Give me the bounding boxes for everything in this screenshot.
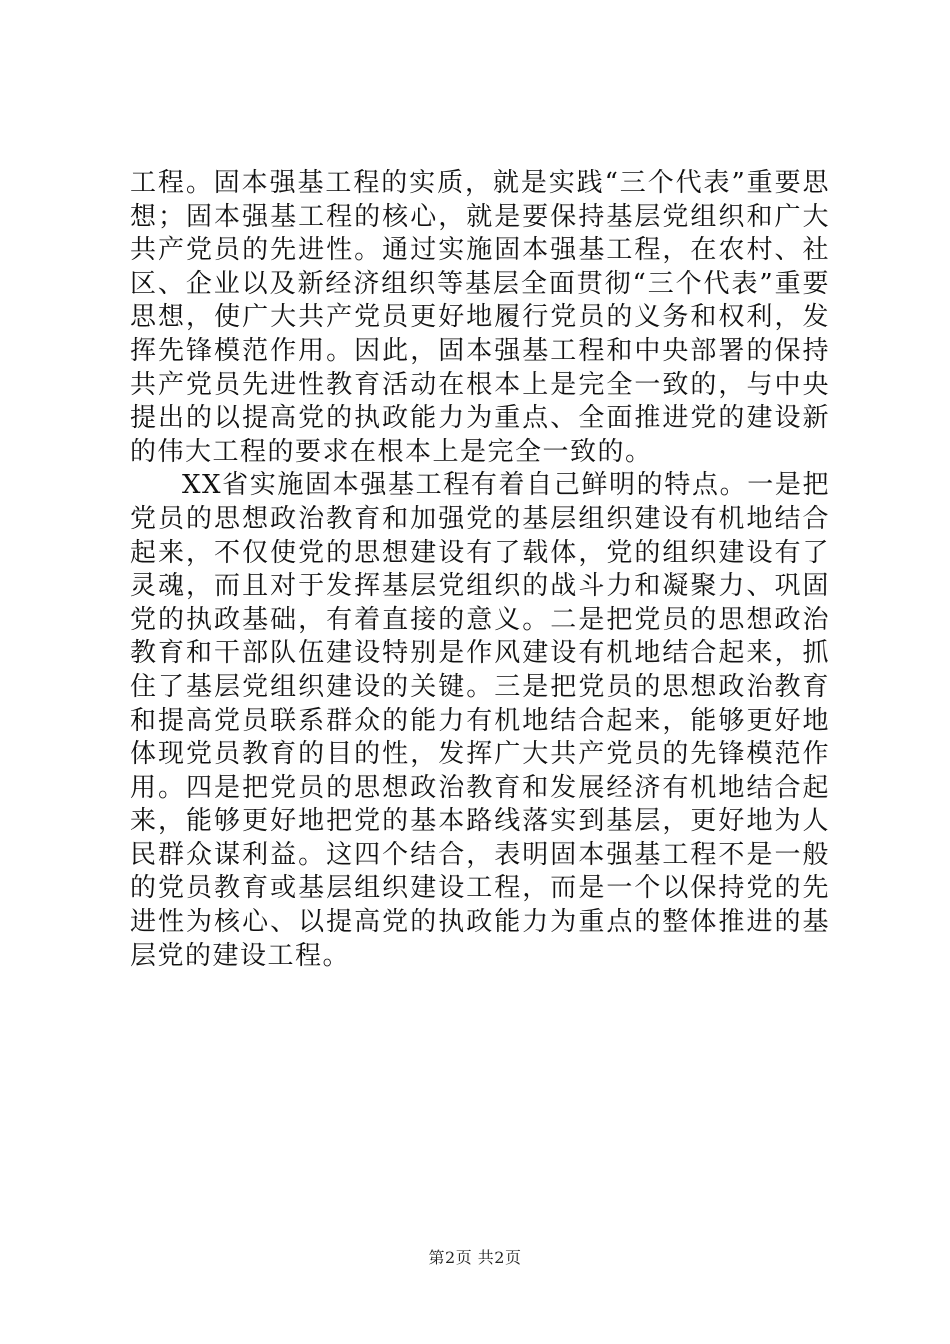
paragraph-continuation: 工程。固本强基工程的实质，就是实践“三个代表”重要思想；固本强基工程的核心，就是要保持基层党组织和广大共产党员的先进性。通过实施固本强基工程，在农村、社区、企业以及新经济组织等基层全面贯彻“三个代表”重要思想，使广大共产党员更好地履行党员的义务和权利，发挥先锋模范作用。因此，固本强基工程和中央部署的保持共产党员先进性教育活动在根本上是完全一致的，与中央提出的以提高党的执政能力为重点、全面推进党的建设新的伟大工程的要求在根本上是完全一致的。 <box>130 168 830 467</box>
paragraph-characteristics: XX省实施固本强基工程有着自己鲜明的特点。一是把党员的思想政治教育和加强党的基层组织建设有机地结合起来，不仅使党的思想建设有了载体，党的组织建设有了灵魂，而且对于发挥基层党组织的战斗力和凝聚力、巩固党的执政基础，有着直接的意义。二是把党员的思想政治教育和干部队伍建设特别是作风建设有机地结合起来，抓住了基层党组织建设的关键。三是把党员的思想政治教育和提高党员联系群众的能力有机地结合起来，能够更好地体现党员教育的目的性，发挥广大共产党员的先锋模范作用。四是把党员的思想政治教育和发展经济有机地结合起来，能够更好地把党的基本路线落实到基层，更好地为人民群众谋利益。这四个结合，表明固本强基工程不是一般的党员教育或基层组织建设工程，而是一个以保持党的先进性为核心、以提高党的执政能力为重点的整体推进的基层党的建设工程。 <box>130 470 830 971</box>
page-number-footer: 第2页 共2页 <box>428 1248 522 1267</box>
document-body <box>130 167 830 973</box>
